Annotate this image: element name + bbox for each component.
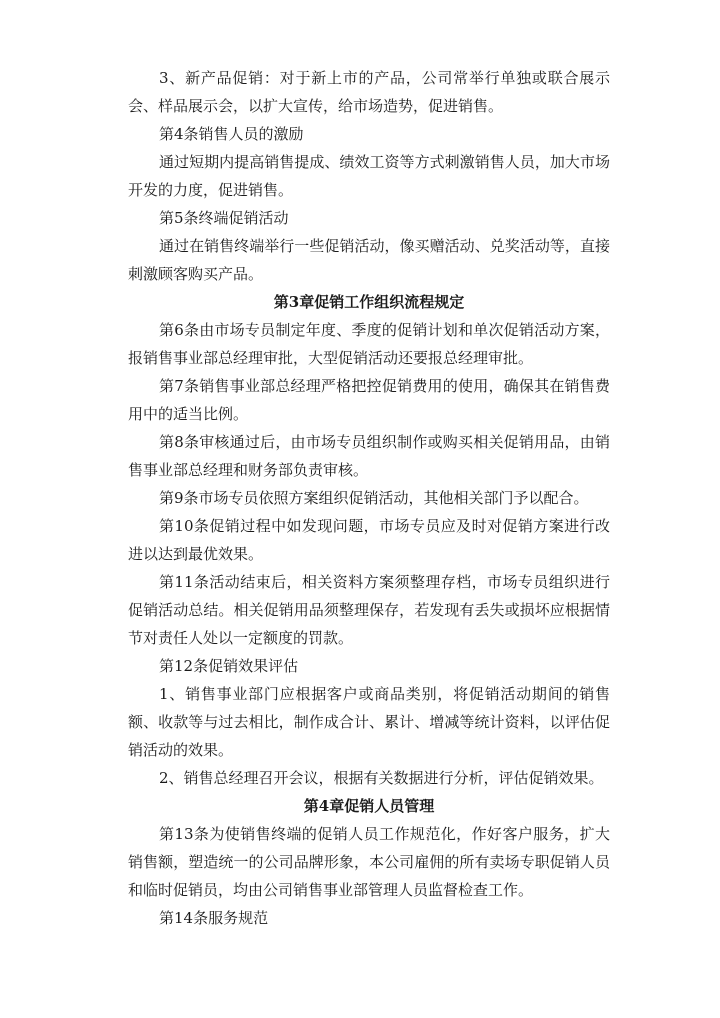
article-12-item-1: 1、销售事业部门应根据客户或商品类别，将促销活动期间的销售额、收款等与过去相比，制作成合计、累计、增减等统计资料，以评估促销活动的效果。 bbox=[128, 685, 610, 759]
article-7: 第7条销售事业部总经理严格把控促销费用的使用，确保其在销售费用中的适当比例。 bbox=[128, 377, 610, 423]
article-10: 第10条促销过程中如发现问题，市场专员应及时对促销方案进行改进以达到最优效果。 bbox=[128, 517, 610, 563]
article-13: 第13条为使销售终端的促销人员工作规范化，作好客户服务，扩大销售额，塑造统一的公司品牌形象，本公司雇佣的所有卖场专职促销人员和临时促销员，均由公司销售事业部管理人员监督检查工作。 bbox=[128, 825, 610, 899]
paragraph-new-product-promotion: 3、新产品促销：对于新上市的产品，公司常举行单独或联合展示会、样品展示会，以扩大宣传，给市场造势，促进销售。 bbox=[128, 69, 610, 115]
article-5-title: 第5条终端促销活动 bbox=[159, 209, 289, 227]
article-11: 第11条活动结束后，相关资料方案须整理存档，市场专员组织进行促销活动总结。相关促销用品须整理保存，若发现有丢失或损坏应根据情节对责任人处以一定额度的罚款。 bbox=[128, 573, 610, 647]
article-12-item-2: 2、销售总经理召开会议，根据有关数据进行分析，评估促销效果。 bbox=[159, 769, 604, 787]
article-12-title: 第12条促销效果评估 bbox=[159, 657, 299, 675]
chapter-4-heading: 第4章促销人员管理 bbox=[303, 797, 435, 815]
article-14-title: 第14条服务规范 bbox=[159, 909, 269, 927]
paragraph-terminal-promotion: 通过在销售终端举行一些促销活动，像买赠活动、兑奖活动等，直接刺激顾客购买产品。 bbox=[128, 237, 610, 283]
paragraph-sales-incentive: 通过短期内提高销售提成、绩效工资等方式刺激销售人员，加大市场开发的力度，促进销售。 bbox=[128, 153, 610, 199]
article-4-title: 第4条销售人员的激励 bbox=[159, 125, 304, 143]
document-body bbox=[128, 64, 610, 932]
article-9: 第9条市场专员依照方案组织促销活动，其他相关部门予以配合。 bbox=[159, 489, 589, 507]
article-8: 第8条审核通过后，由市场专员组织制作或购买相关促销用品，由销售事业部总经理和财务部负责审核。 bbox=[128, 433, 610, 479]
chapter-3-heading: 第3章促销工作组织流程规定 bbox=[273, 293, 465, 311]
article-6: 第6条由市场专员制定年度、季度的促销计划和单次促销活动方案，报销售事业部总经理审批，大型促销活动还要报总经理审批。 bbox=[128, 321, 610, 367]
